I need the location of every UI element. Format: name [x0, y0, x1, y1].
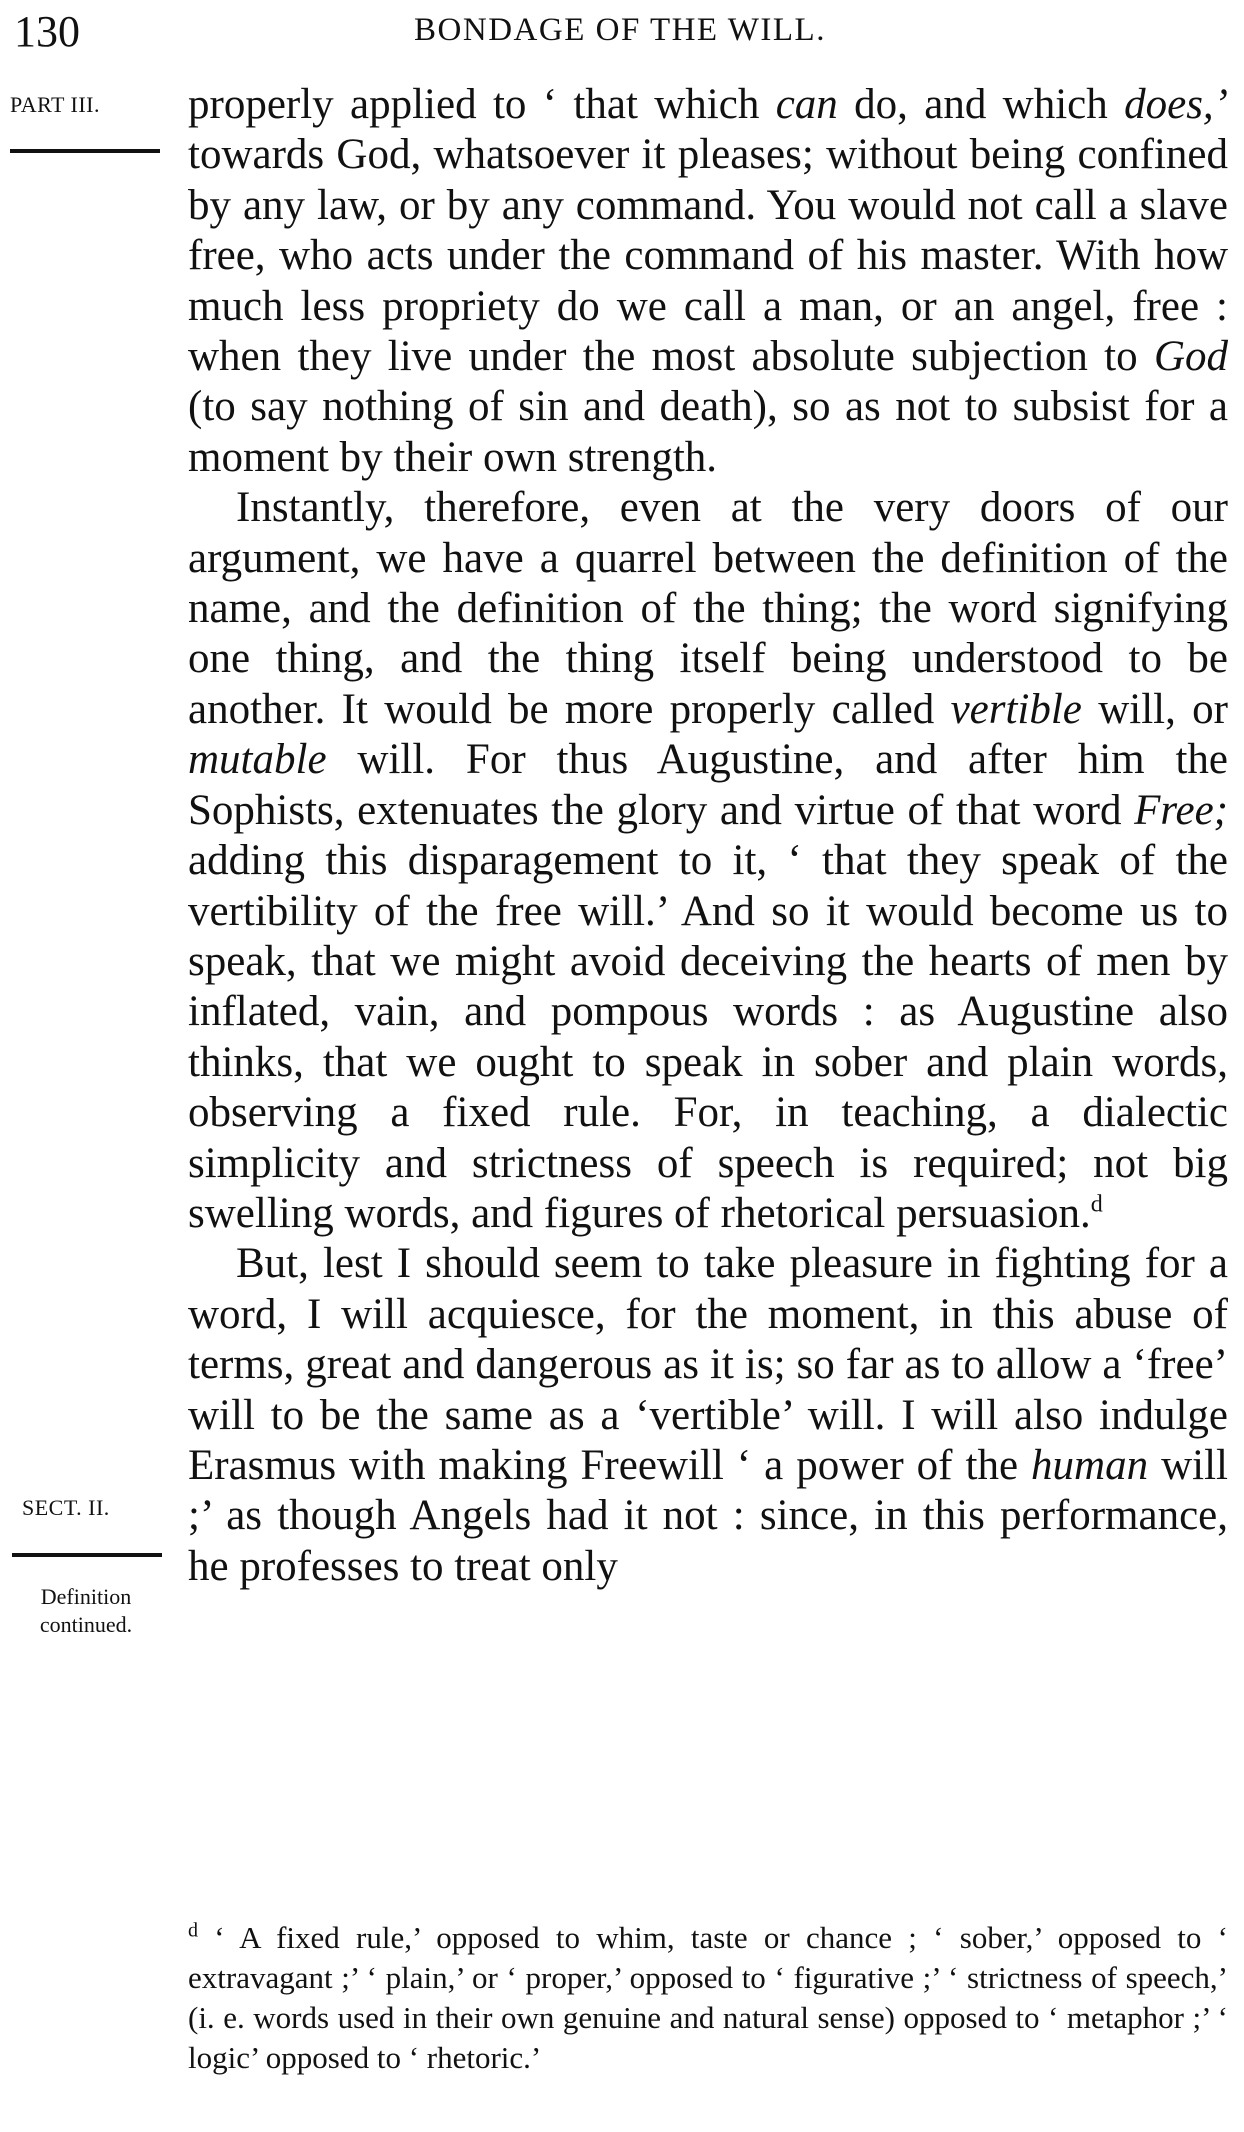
paragraph-1: [188, 80, 1228, 483]
margin-note-line-1: Definition: [40, 1584, 132, 1609]
p3-italic-human: human: [1031, 1441, 1149, 1489]
paragraph-2: [188, 483, 1228, 1239]
footnote-reference[interactable]: d: [1090, 1191, 1103, 1218]
margin-sect-label: SECT. II.: [22, 1495, 110, 1520]
margin-part-label: PART III.: [10, 92, 100, 117]
p2-text-1: Instantly, therefore, even at the very doors of our argument, we have a quarrel between the definition of the name, and the definition of the thing; the word signifying one thing, and the thing itself being understood to be another. It would be more properly called: [188, 484, 1228, 733]
p2-text-4: adding this disparagement to it, ‘ that they speak of the vertibility of the free will.’ And so it would become us to speak, that we might avoid deceiving the hearts of men by inflated, vain, and pompous words : as Augustine also thinks, that we ought to speak in sober and plain words, observing a fixed rule. For, in teaching, a dialectic simplicity and strictness of speech is required; not big swelling words, and figures of rhetorical persuasion.: [188, 837, 1228, 1237]
p2-text-2: will, or: [1081, 685, 1229, 733]
p1-text-1: properly applied to ‘ that which: [188, 81, 776, 128]
margin-rule-sect: [12, 1553, 162, 1557]
margin-note-definition: [6, 1583, 166, 1639]
p1-italic-does: does,’: [1124, 81, 1228, 128]
p2-italic-vertible: vertible: [950, 685, 1082, 733]
p3-text-1: But, lest I should seem to take pleasure in fighting for a word, I will acquiesce, for the moment, in this abuse of terms, great and dangerous as it is; so far as to allow a ‘free’ will to be the same as a ‘vertible’ will. I will also indulge Erasmus with making Freewill ‘ a power of the: [188, 1240, 1228, 1489]
body-text: [188, 80, 1228, 1592]
margin-rule-part: [10, 149, 160, 153]
p1-italic-god: God: [1153, 333, 1228, 381]
p1-italic-can: can: [775, 81, 838, 128]
running-head: BONDAGE OF THE WILL.: [414, 12, 826, 48]
page-number: 130: [14, 7, 80, 56]
p3-text-2: will ;’ as though Angels had it not : since, in this performance, he professes to treat only: [188, 1441, 1228, 1590]
footnote: [188, 1918, 1228, 2078]
page-header: [0, 0, 1244, 70]
footnote-mark: d: [188, 1919, 198, 1942]
footnote-text: ‘ A fixed rule,’ opposed to whim, taste or chance ; ‘ sober,’ opposed to ‘ extravagant ;’ ‘ plain,’ or ‘ proper,’ opposed to ‘ figurative ;’ ‘ strictness of speech,’ (i. e. words used in their own genuine and natural sense) opposed to ‘ metaphor ;’ ‘ logic’ opposed to ‘ rhetoric.’: [188, 1920, 1228, 2075]
p2-italic-free: Free;: [1134, 786, 1228, 834]
paragraph-3: [188, 1239, 1228, 1592]
p1-text-3: towards God, whatsoever it pleases; without being confined by any law, or by any command. You would not call a slave free, who acts under the command of his master. With how much less propriety do we call a man, or an angel, free : when they live under the most absolute subjection to: [188, 131, 1228, 381]
margin-note-line-2: continued.: [39, 1612, 133, 1637]
p1-text-4: (to say nothing of sin and death), so as not to subsist for a moment by their own strength.: [188, 383, 1228, 481]
p2-italic-mutable: mutable: [188, 736, 327, 784]
p1-text-2: do, and which: [837, 81, 1125, 128]
p2-text-3: will. For thus Augustine, and after him the Sophists, extenuates the glory and virtue of that word: [188, 736, 1228, 834]
